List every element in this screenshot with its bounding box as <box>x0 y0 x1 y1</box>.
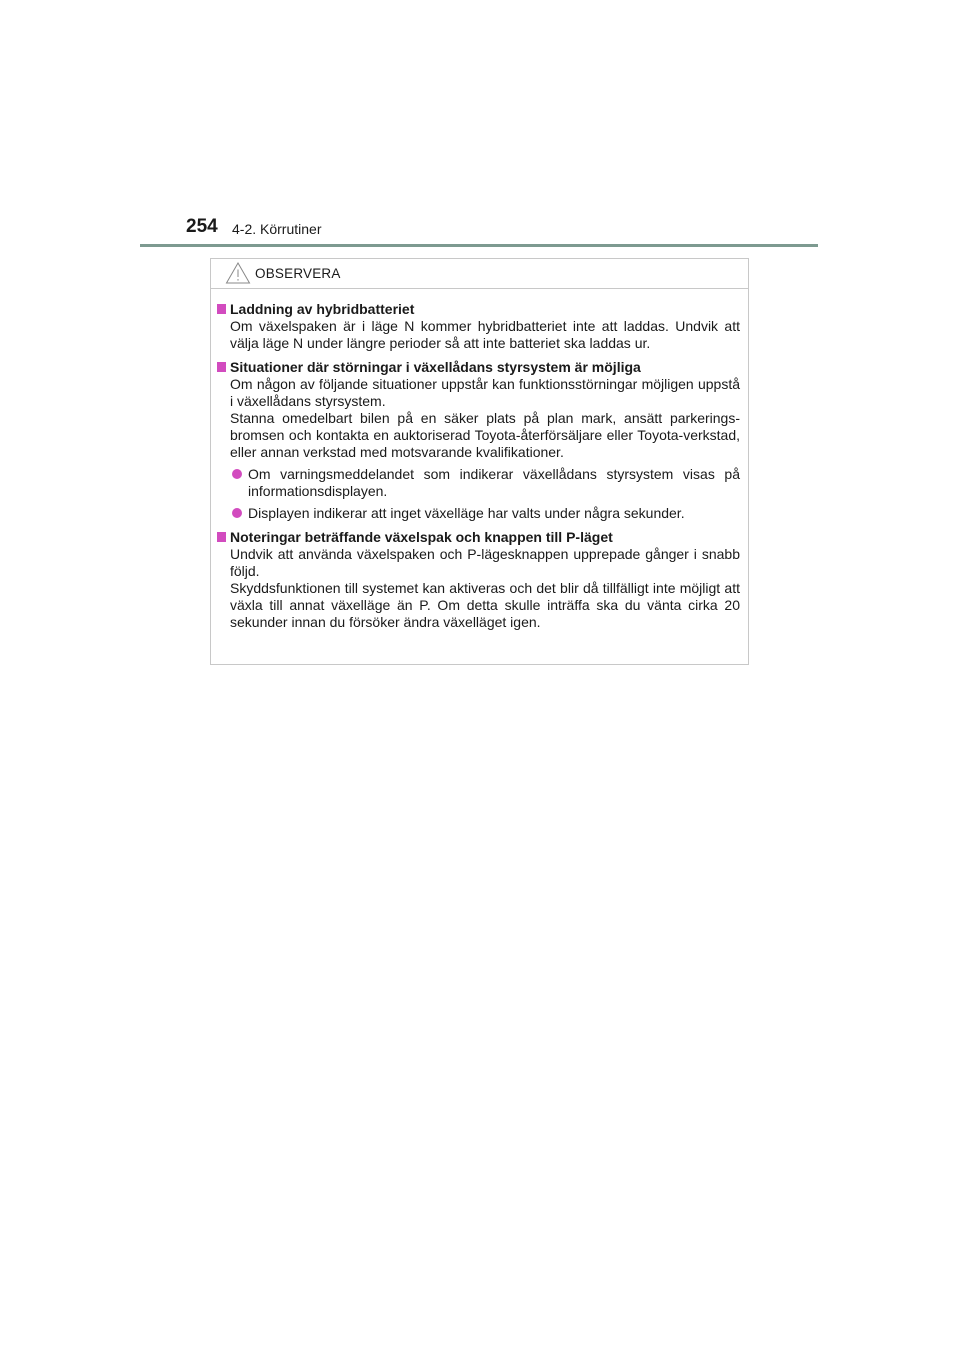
section-heading <box>217 301 740 318</box>
paragraph: Om växelspaken är i läge N kommer hybridbatteriet inte att laddas. Undvik att välja läge N under längre perioder så att inte batteriet ska laddas ur. <box>230 318 740 351</box>
header-rule <box>140 244 818 247</box>
list-item-text: Displayen indikerar att inget växelläge har valts under några sekunder. <box>248 505 685 521</box>
caution-header <box>211 259 748 289</box>
caution-box <box>210 258 749 665</box>
section-heading-text: Situationer där störningar i växellådans styrsystem är möjliga <box>230 359 641 375</box>
section-transmission-faults <box>217 359 740 522</box>
square-bullet-icon <box>217 532 226 542</box>
page-number: 254 <box>186 216 218 237</box>
paragraph-line: Skyddsfunktionen till systemet kan aktiveras och det blir då tillfälligt inte möjligt att växla till annat växelläge än P. Om detta skulle inträffa ska du vänta cirka 20 sekunder innan du försöker ändra växelläget igen. <box>230 580 740 630</box>
section-battery-charging <box>217 301 740 352</box>
list-item <box>217 466 740 500</box>
paragraph <box>217 546 740 631</box>
caution-body <box>211 289 748 631</box>
square-bullet-icon <box>217 304 226 314</box>
paragraph-line: Om någon av följande situationer uppstår kan funktionsstörningar möjligen uppstå i växellådans styrsystem. <box>230 376 740 409</box>
round-bullet-icon <box>232 508 242 518</box>
warning-triangle-icon <box>225 261 251 285</box>
paragraph-line: Stanna omedelbart bilen på en säker plats på plan mark, ansätt parkerings-bromsen och kontakta en auktoriserad Toyota-återförsäljare eller Toyota-verkstad, eller annan verkstad med motsvarande kvalifikationer. <box>230 410 740 460</box>
chapter-title: 4-2. Körrutiner <box>232 221 322 237</box>
section-heading <box>217 359 740 376</box>
caution-title: OBSERVERA <box>255 266 341 281</box>
paragraph <box>217 376 740 461</box>
square-bullet-icon <box>217 362 226 372</box>
list-item-text: Om varningsmeddelandet som indikerar växellådans styrsystem visas på informationsdisplayen. <box>248 466 740 499</box>
section-heading <box>217 529 740 546</box>
section-shift-lever-notes <box>217 529 740 631</box>
section-heading-text: Laddning av hybridbatteriet <box>230 301 415 317</box>
section-heading-text: Noteringar beträffande växelspak och knappen till P-läget <box>230 529 613 545</box>
paragraph-line: Undvik att använda växelspaken och P-lägesknappen upprepade gånger i snabb följd. <box>230 546 740 579</box>
round-bullet-icon <box>232 469 242 479</box>
list-item <box>217 505 740 522</box>
